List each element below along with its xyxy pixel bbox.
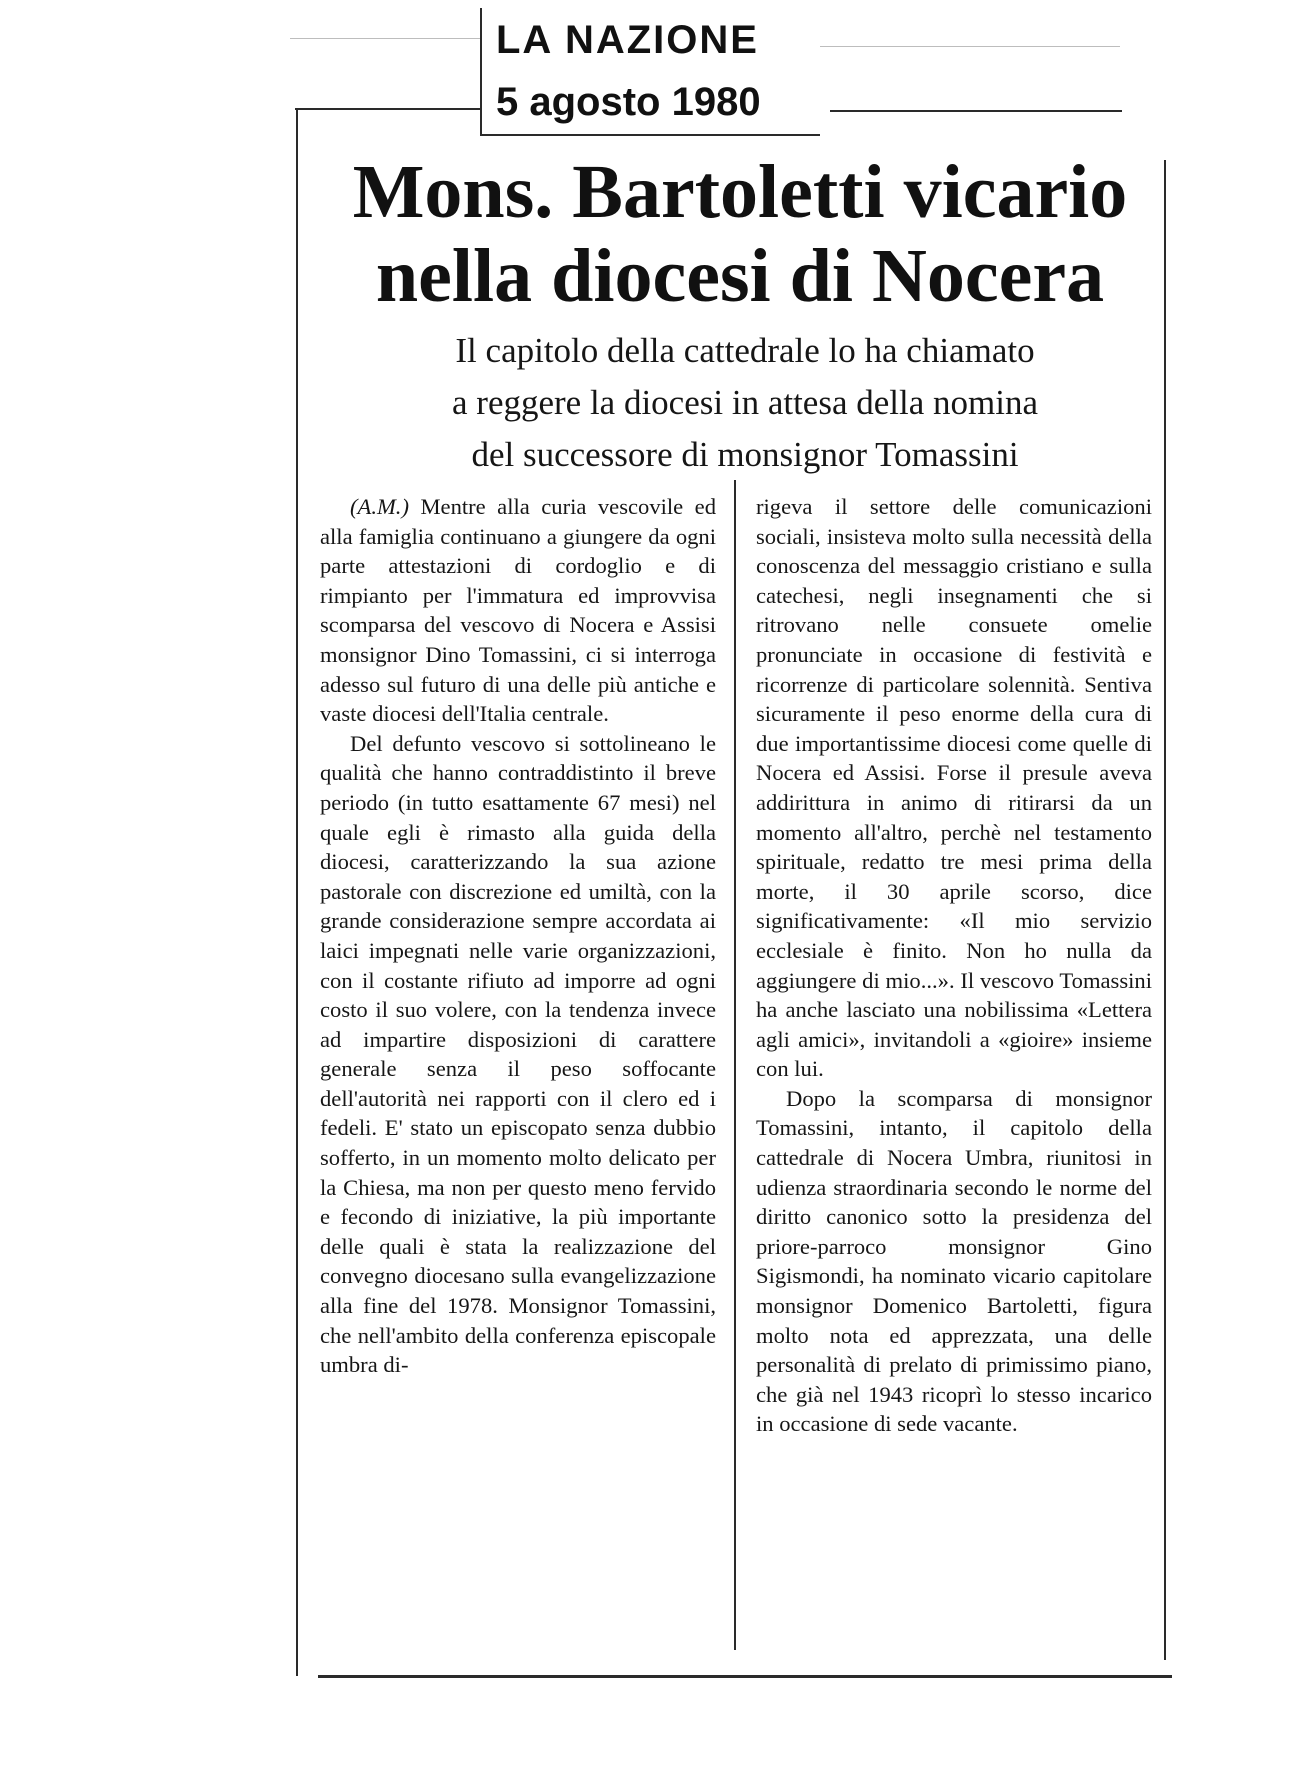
- newspaper-name: LA NAZIONE: [496, 18, 759, 62]
- article-right-border: [1164, 160, 1166, 1660]
- article-bottom-rule: [318, 1675, 1172, 1678]
- scan-guide-line-right: [820, 46, 1120, 47]
- article-paragraph: [320, 492, 716, 729]
- scan-guide-line-top: [290, 38, 480, 39]
- subheadline-line: del successore di monsignor Tomassini: [471, 435, 1019, 474]
- paragraph-text: Mentre alla curia vescovile ed alla famiglia continuano a giungere da ogni parte attestazioni di cordoglio e di rimpianto per l'immatura ed improvvisa scomparsa del vescovo di Nocera e Assisi monsignor Dino Tomassini, ci si interroga adesso sul futuro di una delle più antiche e vaste diocesi dell'Italia centrale.: [320, 494, 716, 727]
- article-subheadline: [330, 325, 1160, 481]
- article-left-border: [296, 108, 298, 1676]
- article-paragraph: Dopo la scomparsa di monsignor Tomassini, intanto, il capitolo della cattedrale di Nocera Umbra, riunitosi in udienza straordinaria secondo le norme del diritto canonico sotto la presidenza del priore-parroco monsignor Gino Sigismondi, ha nominato vicario capitolare monsignor Domenico Bartoletti, figura molto nota ed apprezzata, una delle personalità di prelato di primissimo piano, che già nel 1943 ricoprì lo stesso incarico in occasione di sede vacante.: [756, 1085, 1152, 1437]
- article-column-right: [756, 492, 1152, 1439]
- article-paragraph: rigeva il settore delle comunicazioni sociali, insisteva molto sulla necessità della conoscenza del messaggio cristiano e sulla catechesi, negli insegnamenti che si ritrovano nelle consuete omelie pronunciate in occasione di festività e ricorrenze di particolare solennità. Sentiva sicuramente il peso enorme della cura di due importantissime diocesi come quelle di Nocera ed Assisi. Forse il presule aveva addirittura in animo di ritirarsi da un momento all'altro, perchè nel testamento spirituale, redatto tre mesi prima della morte, il 30 aprile scorso, dice significativamente: «Il mio servizio ecclesiale è finito. Non ho nulla da aggiungere di mio...». Il vescovo Tomassini ha anche lasciato una nobilissima «Lettera agli amici», invitandoli a «gioire» insieme con lui.: [756, 494, 1152, 1082]
- article-top-rule-right: [830, 110, 1122, 112]
- column-divider: [734, 480, 736, 1650]
- subheadline-line: a reggere la diocesi in attesa della nomina: [452, 383, 1038, 422]
- article-paragraph: Del defunto vescovo si sottolineano le qualità che hanno contraddistinto il breve periodo (in tutto esattamente 67 mesi) nel quale egli è rimasto alla guida della diocesi, caratterizzando la sua azione pastorale con discrezione ed umiltà, con la grande considerazione sempre accordata ai laici impegnati nelle varie organizzazioni, con il costante rifiuto ad imporre ad ogni costo il suo volere, con la tendenza invece ad impartire disposizioni di carattere generale senza il peso soffocante dell'autorità nei rapporti con il clero ed i fedeli. E' stato un episcopato senza dubbio sofferto, in un momento molto delicato per la Chiesa, ma non per questo meno fervido e fecondo di iniziative, la più importante delle quali è stata la realizzazione del convegno diocesano sulla evangelizzazione alla fine del 1978. Monsignor Tomassini, che nell'ambito della conferenza episcopale umbra di-: [320, 730, 716, 1378]
- article-headline: Mons. Bartoletti vicario nella diocesi di Nocera: [352, 150, 1128, 318]
- byline: (A.M.): [350, 494, 409, 519]
- publication-date: 5 agosto 1980: [496, 80, 761, 124]
- subheadline-line: Il capitolo della cattedrale lo ha chiamato: [455, 331, 1035, 370]
- article-column-left: [320, 492, 716, 1380]
- article-top-rule-left: [295, 108, 480, 110]
